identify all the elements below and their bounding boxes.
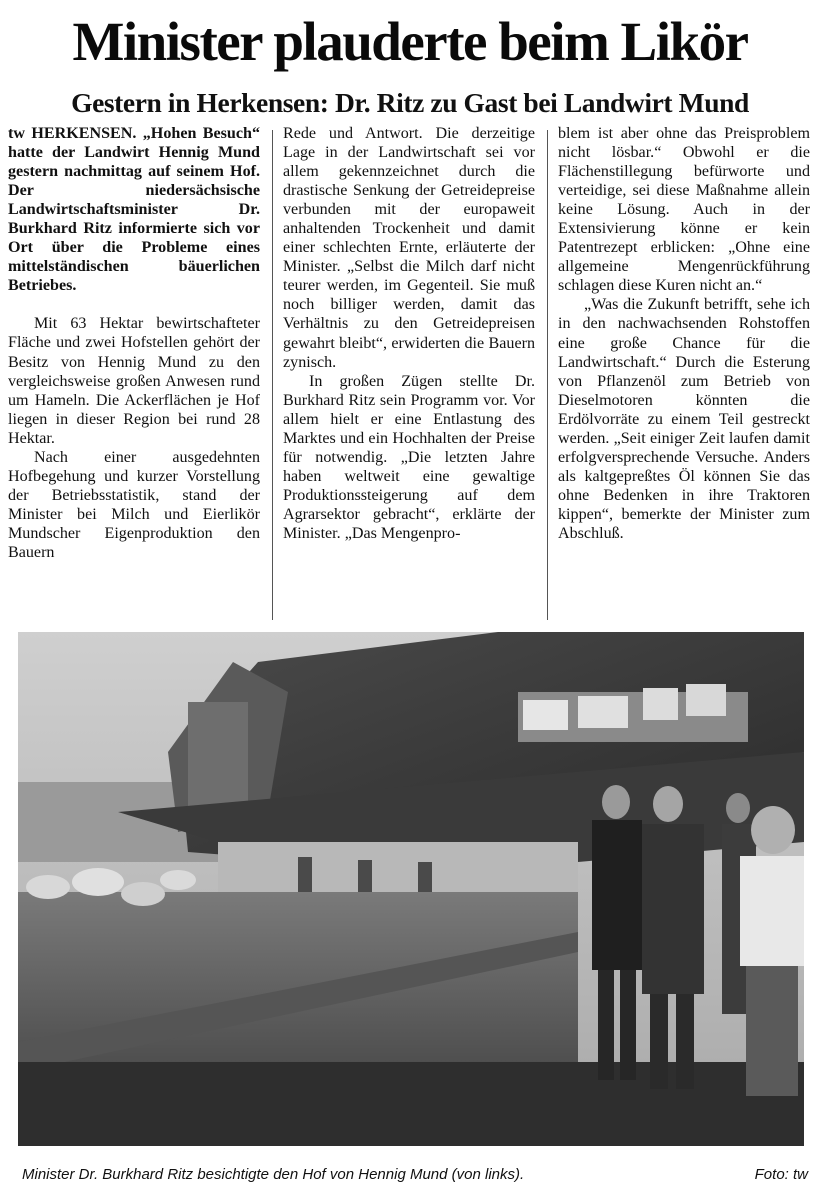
article-paragraph: Rede und Antwort. Die derzeitige Lage in der Landwirtschaft sei vor allem gekennzeichnet durch die drastische Senkung der Getreidepreise verbunden mit der europaweit anhaltenden Trockenheit und damit einer schlechten Ernte, erläuterte der Minister. „Selbst die Milch darf nicht teurer werden, im Gegenteil. Sie muß noch billiger werden, damit das Verhältnis zu den Getreidepreisen gewahrt bleibt“, erwiderten die Bauern zynisch. [283, 125, 535, 371]
article-column-1 [8, 124, 260, 562]
article-column-3 [558, 124, 810, 543]
subheadline: Gestern in Herkensen: Dr. Ritz zu Gast bei Landwirt Mund [71, 87, 749, 118]
article-lead: tw HERKENSEN. „Hohen Besuch“ hatte der Landwirt Hennig Mund gestern nachmittag auf seinem Hof. Der niedersächsische Landwirtschaftsminister Dr. Burkhard Ritz informierte sich vor Ort über die Probleme eines mittelständischen bäuerlichen Betriebes. [8, 125, 260, 295]
article-paragraph: blem ist aber ohne das Preisproblem nicht lösbar.“ Obwohl er die Flächenstillegung befürworte und verteidige, sei diese Maßnahme allein keine Lösung. Auch in der Extensivierung könne er kein Patentrezept erblicken: „Ohne eine allgemeine Mengenrückführung schlagen diese Kuren nicht an.“ [558, 125, 810, 295]
column-divider [272, 130, 273, 620]
article-photo [18, 632, 804, 1146]
article-column-2 [283, 124, 535, 543]
photo-credit: Foto: tw [754, 1166, 808, 1183]
photo-caption: Minister Dr. Burkhard Ritz besichtigte den Hof von Hennig Mund (von links). [22, 1166, 525, 1183]
farm-photo-illustration [18, 632, 804, 1146]
article-paragraph: „Was die Zukunft betrifft, sehe ich in den nachwachsenden Rohstoffen eine große Chance für die Landwirtschaft.“ Durch die Esterung von Pflanzenöl zum Betrieb von Dieselmotoren könnten die Erdölvorräte zu einem Teil gestreckt werden. „Seit einiger Zeit laufen damit erfolgversprechende Versuche. Anders als kaltgepreßtes Öl können Sie das ohne Bedenken in ihre Traktoren kippen“, bemerkte der Minister zum Abschluß. [558, 296, 810, 542]
article-paragraph: Mit 63 Hektar bewirtschafteter Fläche und zwei Hofstellen gehört der Besitz von Hennig Mund zu den vergleichsweise großen Anwesen rund um Hameln. Die Ackerflächen je Hof liegen in dieser Region bei rund 28 Hektar. [8, 315, 260, 447]
column-divider [547, 130, 548, 620]
headline: Minister plauderte beim Likör [72, 11, 748, 72]
article-paragraph: Nach einer ausgedehnten Hofbegehung und kurzer Vorstellung der Betriebsstatistik, stand der Minister bei Milch und Eierlikör Mundscher Eigenproduktion den Bauern [8, 448, 260, 561]
article-paragraph: In großen Zügen stellte Dr. Burkhard Ritz sein Programm vor. Vor allem hielt er eine Entlastung des Marktes und ein Hochhalten der Preise für notwendig. „Die letzten Jahre haben weltweit eine gewaltige Produktionssteigerung auf dem Agrarsektor gebracht“, erklärte der Minister. „Das Mengenpro- [283, 372, 535, 542]
